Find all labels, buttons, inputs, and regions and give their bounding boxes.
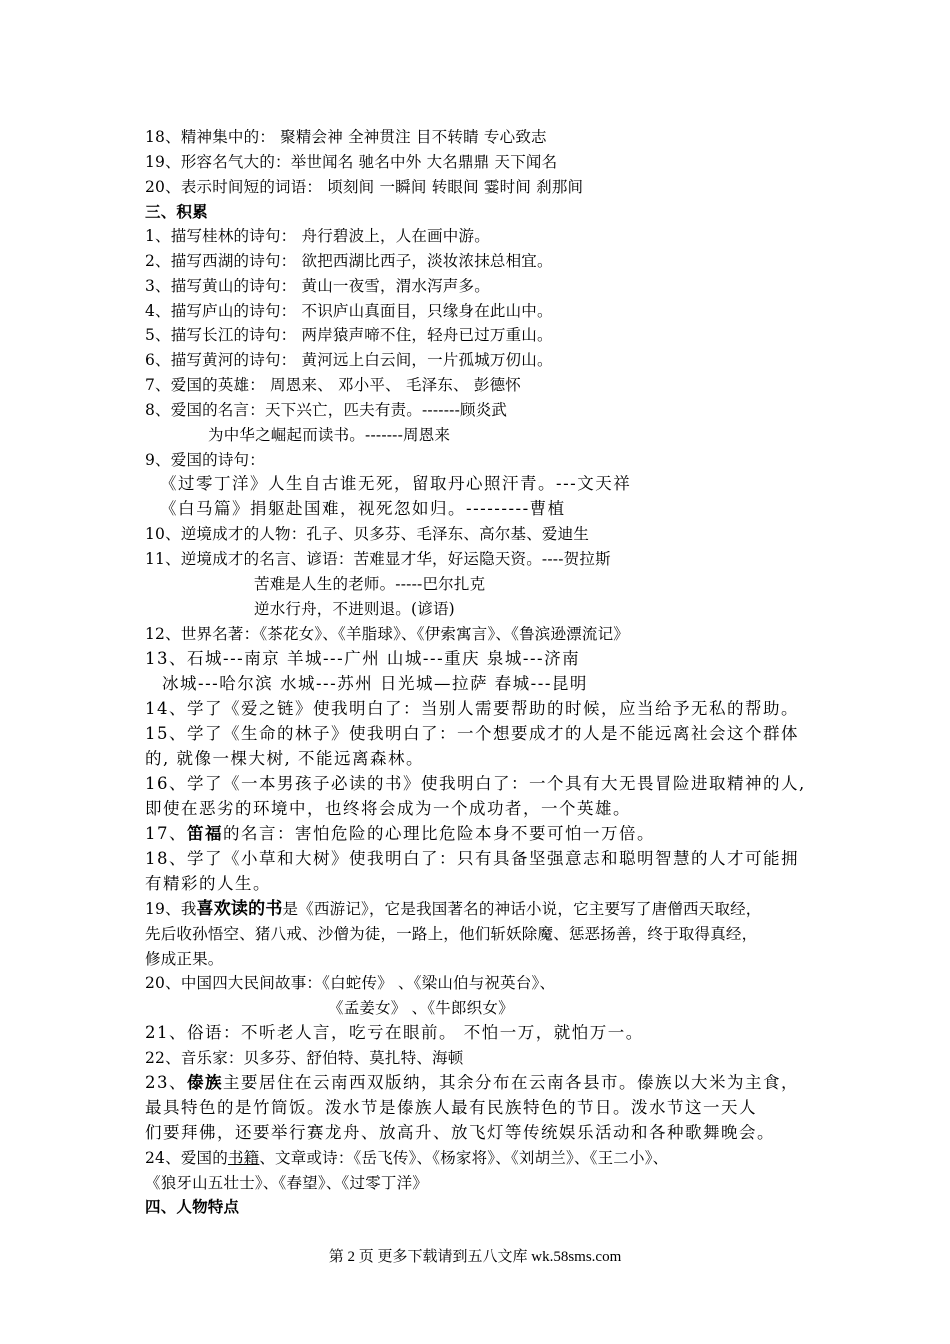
text-segment: 的名言：害怕危险的心理比危险本身不要可怕一万倍。 (223, 824, 655, 843)
text-line: 《狼牙山五壮士》、《春望》、《过零丁洋》 (145, 1174, 429, 1192)
text-line: 18、学了《小草和大树》使我明白了：只有具备坚强意志和聪明智慧的人才可能拥 (145, 849, 799, 868)
text-line: 即使在恶劣的环境中，也终将会成为一个成功者，一个英雄。 (145, 799, 631, 818)
text-line: 12、世界名著：《茶花女》、《羊脂球》、《伊索寓言》、《鲁滨逊漂流记》 (145, 625, 629, 643)
text-segment: 17、 (145, 824, 187, 843)
text-line: 1、描写桂林的诗句： 舟行碧波上，人在画中游。 (145, 227, 490, 245)
bold-term: 傣族 (187, 1073, 223, 1092)
text-segment: 、文章或诗：《岳飞传》、《杨家将》、《刘胡兰》、《王二小》、 (259, 1149, 669, 1167)
underlined-term: 书籍 (227, 1149, 260, 1167)
text-line: 21、俗语：不听老人言，吃亏在眼前。 不怕一万，就怕万一。 (145, 1023, 644, 1042)
text-line: 先后收孙悟空、猪八戒、沙僧为徒，一路上，他们斩妖除魔、惩恶扬善，终于取得真经， (145, 925, 758, 943)
text-line: 15、学了《生命的林子》使我明白了：一个想要成才的人是不能远离社会这个群体 (145, 724, 799, 743)
page-footer: 第 2 页 更多下载请到五八文库 wk.58sms.com (328, 1249, 622, 1265)
text-segment: 主要居住在云南西双版纳，其余分布在云南各县市。傣族以大米为主食， (223, 1073, 799, 1092)
text-line: 13、石城---南京 羊城---广州 山城---重庆 泉城---济南 (145, 649, 581, 668)
text-line (145, 1072, 799, 1094)
text-line: 逆水行舟，不进则退。(谚语) (254, 600, 455, 618)
text-line: 8、爱国的名言：天下兴亡，匹夫有责。-------顾炎武 (145, 401, 508, 419)
text-line: 苦难是人生的老师。-----巴尔扎克 (254, 575, 486, 593)
text-line: 们要拜佛，还要举行赛龙舟、放高升、放飞灯等传统娱乐活动和各种歌舞晚会。 (145, 1123, 775, 1142)
text-line: 的, 就像一棵大树, 不能远离森林。 (145, 749, 424, 768)
text-line (145, 823, 655, 845)
text-line: 19、形容名气大的：举世闻名 驰名中外 大名鼎鼎 天下闻名 (145, 153, 558, 171)
text-line: 最具特色的是竹筒饭。泼水节是傣族人最有民族特色的节日。泼水节这一天人 (145, 1098, 757, 1117)
text-line (145, 898, 761, 920)
text-line: 4、描写庐山的诗句： 不识庐山真面目，只缘身在此山中。 (145, 302, 553, 320)
text-line: 3、描写黄山的诗句： 黄山一夜雪，渭水泻声多。 (145, 277, 490, 295)
text-line: 《孟姜女》 、《牛郎织女》 (328, 999, 514, 1017)
text-line: 为中华之崛起而读书。-------周恩来 (208, 426, 451, 444)
text-line: 冰城---哈尔滨 水城---苏州 日光城—拉萨 春城---昆明 (162, 674, 588, 693)
section-heading: 四、人物特点 (145, 1197, 240, 1216)
text-segment: 19、我 (145, 900, 197, 918)
text-line: 18、精神集中的： 聚精会神 全神贯注 目不转睛 专心致志 (145, 128, 547, 146)
poem-line: 《过零丁洋》人生自古谁无死，留取丹心照汗青。---文天祥 (160, 474, 632, 493)
text-line: 9、爱国的诗句： (145, 451, 265, 469)
text-line: 10、逆境成才的人物：孔子、贝多芬、毛泽东、高尔基、爱迪生 (145, 525, 590, 543)
text-segment: 24、爱国的 (145, 1149, 228, 1167)
text-line: 11、逆境成才的名言、谚语：苦难显才华，好运隐天资。----贺拉斯 (145, 550, 611, 568)
bold-name: 笛福 (187, 824, 223, 843)
text-segment: 23、 (145, 1073, 187, 1092)
text-line: 有精彩的人生。 (145, 874, 271, 893)
bold-phrase: 喜欢读的书 (196, 899, 283, 919)
text-line: 修成正果。 (145, 950, 224, 968)
poem-line: 《白马篇》捐躯赴国难，视死忽如归。---------曹植 (160, 499, 566, 518)
text-line: 14、学了《爱之链》使我明白了：当别人需要帮助的时候，应当给予无私的帮助。 (145, 699, 799, 718)
text-line: 2、描写西湖的诗句： 欲把西湖比西子，淡妆浓抹总相宜。 (145, 252, 553, 270)
section-heading: 三、积累 (145, 202, 208, 221)
text-segment: 是《西游记》，它是我国著名的神话小说，它主要写了唐僧西天取经， (282, 900, 762, 918)
text-line: 20、表示时间短的词语： 顷刻间 一瞬间 转眼间 霎时间 刹那间 (145, 178, 584, 196)
text-line: 22、音乐家：贝多芬、舒伯特、莫扎特、海顿 (145, 1049, 464, 1067)
text-line: 7、爱国的英雄： 周恩来、 邓小平、 毛泽东、 彭德怀 (145, 376, 521, 394)
text-line: 16、学了《一本男孩子必读的书》使我明白了：一个具有大无畏冒险进取精神的人, (145, 774, 806, 793)
text-line: 20、中国四大民间故事：《白蛇传》 、《梁山伯与祝英台》、 (145, 974, 556, 992)
text-line: 5、描写长江的诗句： 两岸猿声啼不住，轻舟已过万重山。 (145, 326, 553, 344)
text-line: 6、描写黄河的诗句： 黄河远上白云间，一片孤城万仞山。 (145, 351, 553, 369)
text-line (145, 1147, 668, 1169)
